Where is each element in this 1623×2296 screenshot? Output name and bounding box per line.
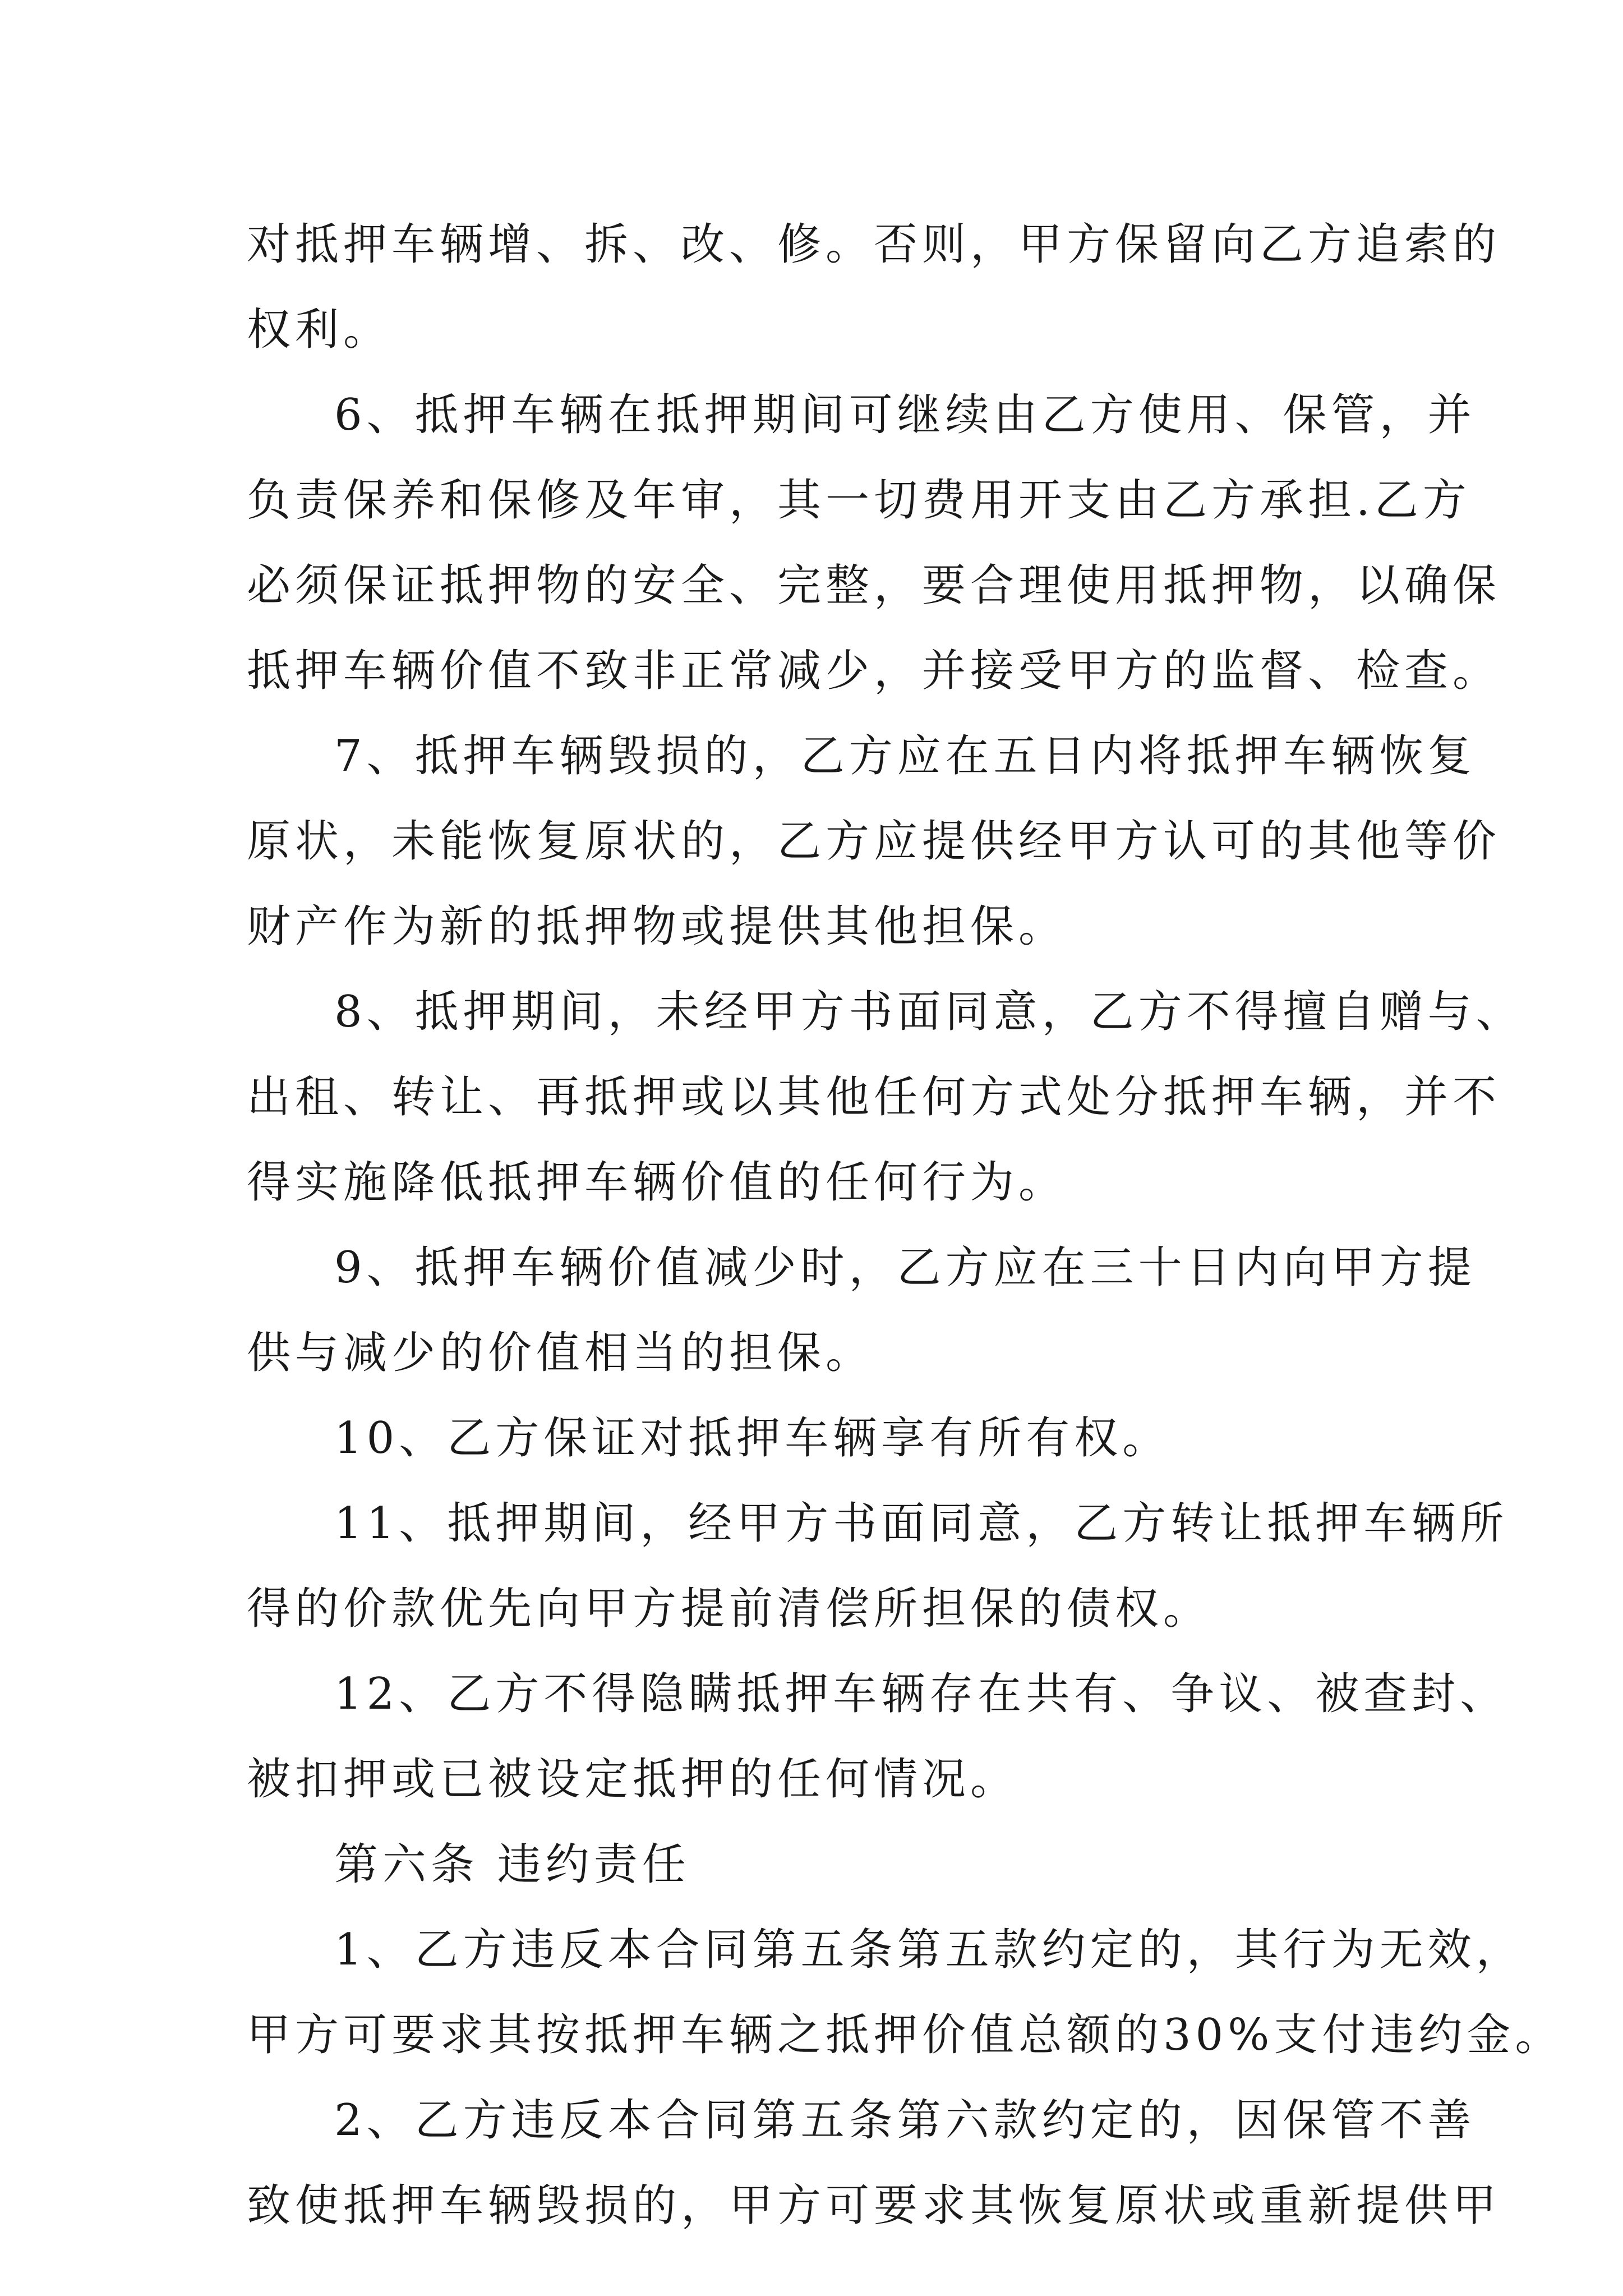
text-line-19: 被扣押或已被设定抵押的任何情况。: [247, 1754, 1019, 1805]
text-line-2: 权利。: [247, 305, 392, 355]
section-heading-article-6: 第六条 违约责任: [334, 1839, 690, 1890]
text-line-14: 供与减少的价值相当的担保。: [247, 1328, 874, 1378]
text-line-22: 甲方可要求其按抵押车辆之抵押价值总额的30%支付违约金。: [247, 2010, 1564, 2060]
text-line-1: 对抵押车辆增、拆、改、修。否则，甲方保留向乙方追索的: [247, 219, 1501, 270]
text-line-7: 7、抵押车辆毁损的，乙方应在五日内将抵押车辆恢复: [334, 731, 1476, 781]
text-line-13: 9、抵押车辆价值减少时，乙方应在三十日内向甲方提: [334, 1243, 1476, 1293]
text-line-9: 财产作为新的抵押物或提供其他担保。: [247, 901, 1067, 952]
text-line-8: 原状，未能恢复原状的，乙方应提供经甲方认可的其他等价: [247, 816, 1501, 867]
text-line-18: 12、乙方不得隐瞒抵押车辆存在共有、争议、被查封、: [334, 1669, 1509, 1719]
text-line-5: 必须保证抵押物的安全、完整，要合理使用抵押物，以确保: [247, 560, 1501, 611]
text-line-4: 负责保养和保修及年审，其一切费用开支由乙方承担.乙方: [247, 475, 1471, 526]
text-line-21: 1、乙方违反本合同第五条第五款约定的，其行为无效，: [334, 1925, 1524, 1975]
text-line-17: 得的价款优先向甲方提前清偿所担保的债权。: [247, 1584, 1212, 1634]
text-line-12: 得实施降低抵押车辆价值的任何行为。: [247, 1157, 1067, 1208]
text-line-15: 10、乙方保证对抵押车辆享有所有权。: [334, 1413, 1171, 1464]
contract-body-text: [247, 202, 1564, 2248]
text-line-6: 抵押车辆价值不致非正常减少，并接受甲方的监督、检查。: [247, 646, 1501, 696]
text-line-16: 11、抵押期间，经甲方书面同意，乙方转让抵押车辆所: [334, 1498, 1509, 1549]
text-line-10: 8、抵押期间，未经甲方书面同意，乙方不得擅自赠与、: [334, 987, 1524, 1037]
text-line-11: 出租、转让、再抵押或以其他任何方式处分抵押车辆，并不: [247, 1072, 1501, 1122]
text-line-24: 致使抵押车辆毁损的，甲方可要求其恢复原状或重新提供甲: [247, 2180, 1501, 2231]
text-line-3: 6、抵押车辆在抵押期间可继续由乙方使用、保管，并: [334, 390, 1476, 440]
text-line-23: 2、乙方违反本合同第五条第六款约定的，因保管不善: [334, 2095, 1476, 2146]
